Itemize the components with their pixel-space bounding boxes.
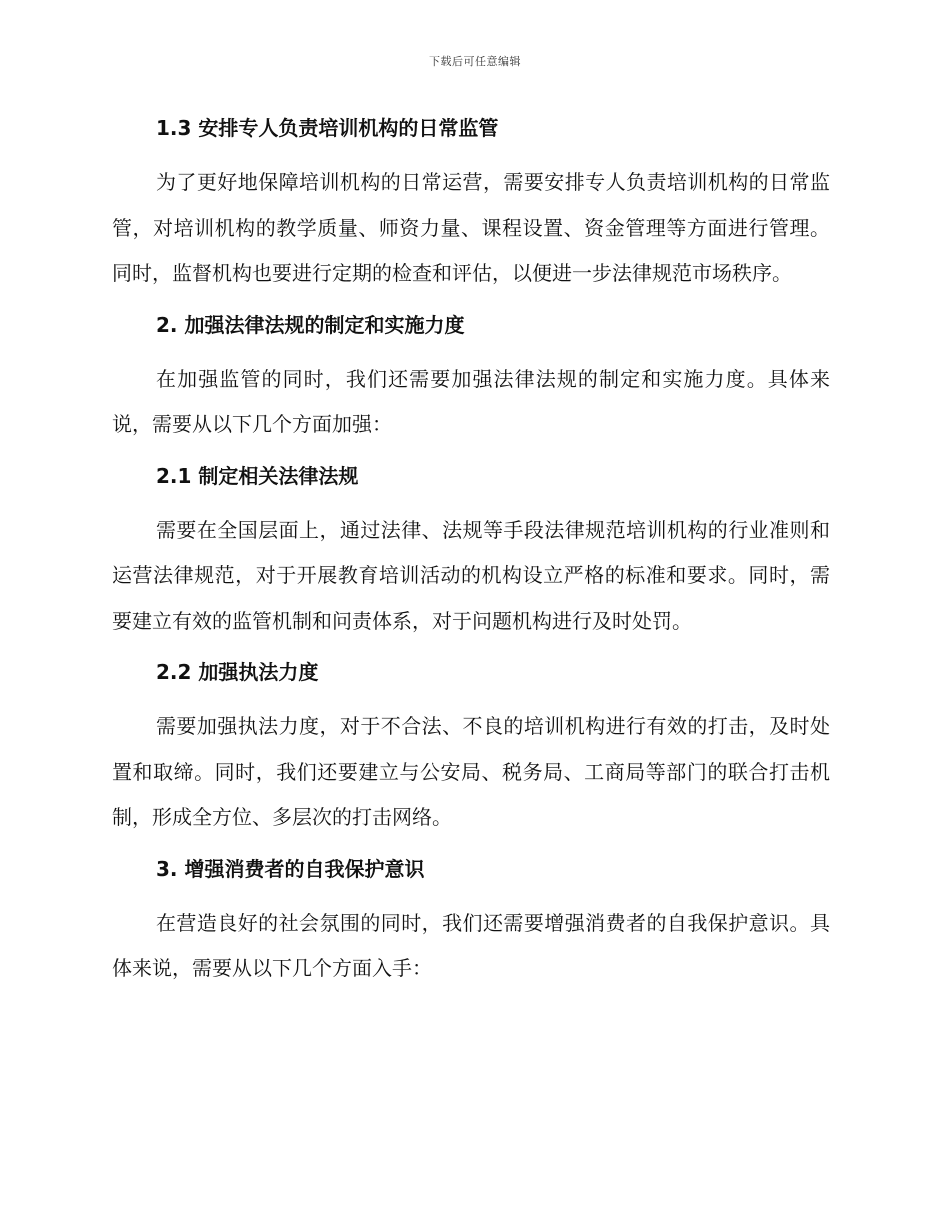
section-paragraph-2-1: 需要在全国层面上，通过法律、法规等手段法律规范培训机构的行业准则和运营法律规范，对于开展教育培训活动的机构设立严格的标准和要求。同时，需要建立有效的监管机制和问责体系，对于问题机构进行及时处罚。	[112, 517, 830, 633]
section-paragraph-3: 在营造良好的社会氛围的同时，我们还需要增强消费者的自我保护意识。具体来说，需要从以下几个方面入手：	[112, 910, 830, 980]
section-paragraph-1-3: 为了更好地保障培训机构的日常运营，需要安排专人负责培训机构的日常监管，对培训机构的教学质量、师资力量、课程设置、资金管理等方面进行管理。同时，监督机构也要进行定期的检查和评估，以便进一步法律规范市场秩序。	[112, 170, 830, 285]
section-heading-1-3: 1.3 安排专人负责培训机构的日常监管	[156, 116, 499, 140]
section-heading-2: 2. 加强法律法规的制定和实施力度	[156, 312, 465, 337]
header-note: 下载后可任意编辑	[429, 55, 521, 68]
section-heading-3: 3. 增强消费者的自我保护意识	[156, 856, 425, 881]
section-paragraph-2: 在加强监管的同时，我们还需要加强法律法规的制定和实施力度。具体来说，需要从以下几个方面加强：	[112, 366, 830, 436]
section-heading-2-1: 2.1 制定相关法律法规	[156, 463, 359, 488]
section-paragraph-2-2: 需要加强执法力度，对于不合法、不良的培训机构进行有效的打击，及时处置和取缔。同时，我们还要建立与公安局、税务局、工商局等部门的联合打击机制，形成全方位、多层次的打击网络。	[112, 714, 830, 829]
section-heading-2-2: 2.2 加强执法力度	[156, 660, 319, 684]
document-body	[112, 110, 830, 1002]
